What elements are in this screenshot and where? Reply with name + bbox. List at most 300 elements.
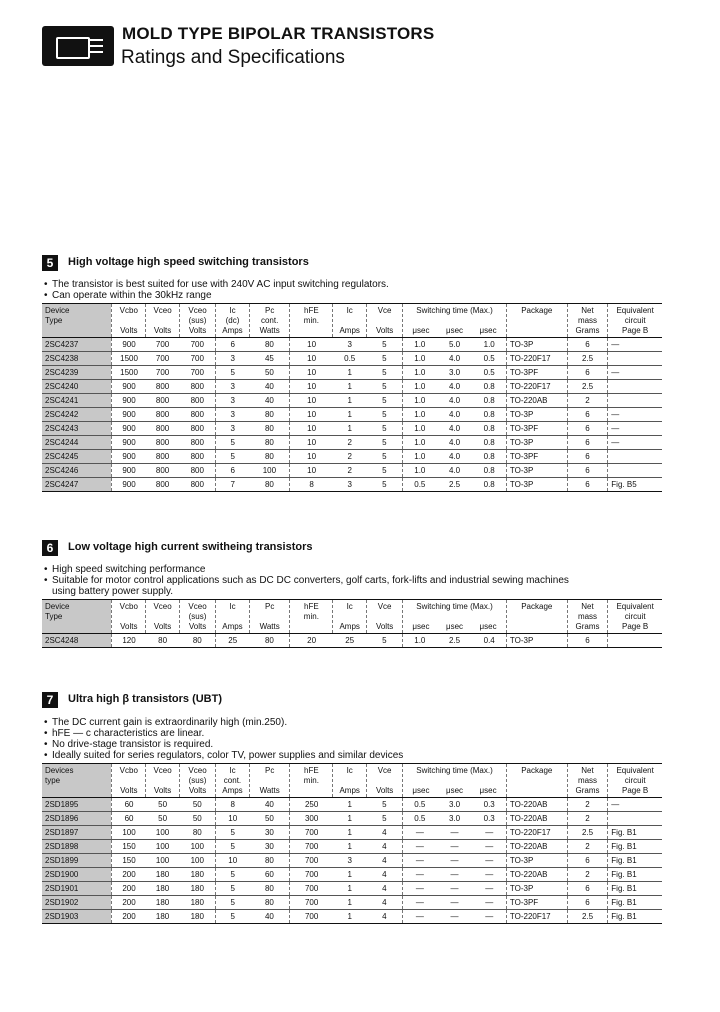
table-cell: 0.5 (403, 812, 437, 826)
table-cell (608, 380, 662, 394)
table-cell: 5 (367, 634, 403, 648)
table-cell: 4 (367, 854, 403, 868)
table-cell: 1.0 (473, 338, 507, 352)
table-cell: TO-3P (506, 478, 567, 492)
table-cell: 5 (216, 436, 250, 450)
table-cell: 50 (180, 798, 216, 812)
table-cell: 5 (216, 882, 250, 896)
table-cell: 10 (290, 394, 333, 408)
spec-table (42, 763, 662, 924)
table-cell: — (608, 408, 662, 422)
table-cell: 5 (367, 464, 403, 478)
table-cell: 700 (146, 352, 180, 366)
table-cell: 1.0 (403, 380, 437, 394)
table-cell: 1 (333, 840, 367, 854)
table-cell: 3 (333, 854, 367, 868)
table-cell: 30 (249, 840, 290, 854)
table-cell: 6 (567, 882, 608, 896)
table-cell: 1.0 (403, 422, 437, 436)
table-cell: 1 (333, 798, 367, 812)
table-cell: 5 (367, 450, 403, 464)
table-cell: 800 (180, 450, 216, 464)
device-type-cell: 2SC4237 (42, 338, 112, 352)
table-row (42, 854, 662, 868)
table-cell: Fig. B1 (608, 826, 662, 840)
device-type-cell: 2SD1900 (42, 868, 112, 882)
table-cell: 1.0 (403, 464, 437, 478)
table-cell: 10 (290, 450, 333, 464)
column-header: Pc Watts (249, 600, 290, 634)
table-cell: 80 (249, 338, 290, 352)
table-cell: 800 (146, 380, 180, 394)
table-cell: 1.0 (403, 394, 437, 408)
table-cell: 4 (367, 868, 403, 882)
table-cell (608, 352, 662, 366)
table-cell: 4.0 (436, 436, 472, 450)
table-cell (608, 450, 662, 464)
column-header: Ic cont. Amps (216, 764, 250, 798)
table-cell: 0.3 (473, 812, 507, 826)
table-cell: 2 (567, 798, 608, 812)
table-cell: TO-220AB (506, 840, 567, 854)
table-cell (608, 464, 662, 478)
table-cell: 6 (216, 464, 250, 478)
table-cell: 1500 (112, 352, 146, 366)
table-cell: 4.0 (436, 450, 472, 464)
table-cell: 80 (249, 436, 290, 450)
table-cell: 10 (290, 422, 333, 436)
table-cell: 40 (249, 394, 290, 408)
table-cell: Fig. B1 (608, 910, 662, 924)
table-cell: 4.0 (436, 380, 472, 394)
table-cell: 800 (180, 478, 216, 492)
table-cell: 5 (367, 394, 403, 408)
table-cell: TO-3P (506, 464, 567, 478)
table-cell: Fig. B1 (608, 868, 662, 882)
table-cell: 1.0 (403, 352, 437, 366)
table-cell: 6 (567, 450, 608, 464)
table-cell: — (473, 840, 507, 854)
table-cell: 2 (333, 464, 367, 478)
table-cell: 80 (249, 634, 290, 648)
device-type-cell: 2SD1895 (42, 798, 112, 812)
table-cell: 25 (216, 634, 250, 648)
table-cell: 800 (180, 436, 216, 450)
table-cell: 1 (333, 366, 367, 380)
table-cell: 700 (290, 910, 333, 924)
table-cell: 700 (146, 338, 180, 352)
column-header: Package (506, 304, 567, 338)
table-cell: TO-220AB (506, 868, 567, 882)
column-header: Devices type (42, 764, 112, 798)
column-header: Vceo Volts (146, 304, 180, 338)
column-subheader: μsec (479, 622, 497, 631)
page-title: MOLD TYPE BIPOLAR TRANSISTORS (122, 24, 435, 43)
table-cell: 6 (567, 422, 608, 436)
column-subheader: μsec (445, 622, 464, 631)
switching-time-label: Switching time (Max.) (416, 602, 493, 611)
table-cell: 50 (146, 798, 180, 812)
column-header: Pc Watts (249, 764, 290, 798)
column-header (403, 764, 507, 798)
table-cell: 3 (216, 394, 250, 408)
feature-list (42, 279, 662, 301)
table-cell: 3 (216, 380, 250, 394)
column-header: hFE min. (290, 600, 333, 634)
table-header-row (42, 600, 662, 634)
table-cell: 10 (290, 436, 333, 450)
column-header: Vceo (sus) Volts (180, 764, 216, 798)
column-header: Vcbo Volts (112, 600, 146, 634)
table-cell: 80 (249, 422, 290, 436)
table-cell: 5 (367, 352, 403, 366)
table-cell: TO-220AB (506, 798, 567, 812)
table-cell: 60 (112, 812, 146, 826)
table-row (42, 896, 662, 910)
list-item: • No drive-stage transistor is required. (42, 739, 662, 750)
table-cell: 250 (290, 798, 333, 812)
table-cell: 100 (146, 854, 180, 868)
table-cell: 2.5 (567, 910, 608, 924)
table-cell: 4 (367, 826, 403, 840)
column-header: Vce Volts (367, 600, 403, 634)
spec-table (42, 303, 662, 492)
table-cell: 45 (249, 352, 290, 366)
device-type-cell: 2SC4243 (42, 422, 112, 436)
transistor-chip-icon (42, 26, 114, 66)
column-header (403, 304, 507, 338)
table-cell: 5 (367, 436, 403, 450)
column-header: Ic Amps (333, 600, 367, 634)
table-cell: 80 (249, 478, 290, 492)
table-cell: 180 (180, 868, 216, 882)
table-header-row (42, 764, 662, 798)
table-cell: 0.5 (403, 478, 437, 492)
table-cell: TO-220F17 (506, 910, 567, 924)
column-header: Vce Volts (367, 304, 403, 338)
table-cell: — (436, 826, 472, 840)
table-cell: 3.0 (436, 812, 472, 826)
column-header: Net mass Grams (567, 764, 608, 798)
table-cell: 1.0 (403, 634, 437, 648)
table-cell: 800 (146, 478, 180, 492)
table-cell: 1.0 (403, 450, 437, 464)
table-row (42, 450, 662, 464)
table-cell: 10 (216, 854, 250, 868)
table-cell: 5 (216, 896, 250, 910)
table-cell (608, 394, 662, 408)
table-cell: 2.5 (567, 352, 608, 366)
table-cell: 100 (180, 854, 216, 868)
table-cell: — (403, 882, 437, 896)
device-type-cell: 2SC4240 (42, 380, 112, 394)
table-cell: 10 (290, 352, 333, 366)
table-cell: — (608, 436, 662, 450)
table-cell: — (403, 868, 437, 882)
table-cell: 5 (367, 422, 403, 436)
table-row (42, 478, 662, 492)
table-cell: 900 (112, 394, 146, 408)
table-cell: 900 (112, 464, 146, 478)
table-cell: 900 (112, 408, 146, 422)
table-cell: 40 (249, 798, 290, 812)
column-subheader: μsec (479, 786, 497, 795)
column-header: Ic Amps (216, 600, 250, 634)
table-cell: 800 (146, 436, 180, 450)
table-cell: 5 (367, 366, 403, 380)
table-cell: 900 (112, 338, 146, 352)
table-cell: 10 (290, 464, 333, 478)
table-cell: 900 (112, 450, 146, 464)
column-header: Ic Amps (333, 764, 367, 798)
table-cell: 900 (112, 436, 146, 450)
table-cell: 6 (567, 854, 608, 868)
table-cell: 3 (333, 338, 367, 352)
table-cell: 6 (567, 478, 608, 492)
table-cell: — (436, 840, 472, 854)
table-cell: 800 (180, 464, 216, 478)
table-cell: 180 (146, 868, 180, 882)
table-cell: 900 (112, 422, 146, 436)
table-cell: 200 (112, 910, 146, 924)
table-cell: 80 (249, 450, 290, 464)
table-cell: 800 (146, 450, 180, 464)
table-cell: 50 (180, 812, 216, 826)
section-low-voltage (42, 540, 662, 648)
table-cell: TO-3PF (506, 896, 567, 910)
table-cell: 1 (333, 896, 367, 910)
table-cell: 900 (112, 478, 146, 492)
table-cell: TO-220F17 (506, 380, 567, 394)
table-cell (608, 634, 662, 648)
table-cell: 1 (333, 868, 367, 882)
section-number: 6 (42, 540, 58, 556)
table-row (42, 840, 662, 854)
table-cell: 2 (567, 394, 608, 408)
table-cell: 5 (216, 868, 250, 882)
page-subtitle: Ratings and Specifications (121, 47, 345, 68)
table-cell: 800 (146, 394, 180, 408)
section-ultra-high-beta (42, 692, 662, 924)
column-header: Vceo (sus) Volts (180, 304, 216, 338)
table-cell: 5.0 (436, 338, 472, 352)
table-cell: 2 (333, 436, 367, 450)
table-cell: 700 (180, 352, 216, 366)
table-cell: TO-3P (506, 634, 567, 648)
device-type-cell: 2SC4248 (42, 634, 112, 648)
table-cell: 1.0 (403, 408, 437, 422)
table-cell: TO-3P (506, 338, 567, 352)
table-cell: 2.5 (567, 826, 608, 840)
table-cell: 1 (333, 826, 367, 840)
device-type-cell: 2SC4242 (42, 408, 112, 422)
table-cell: 0.8 (473, 478, 507, 492)
column-subheader: μsec (445, 326, 464, 335)
table-cell: — (436, 868, 472, 882)
table-cell: 200 (112, 882, 146, 896)
list-item: • High speed switching performance (42, 564, 662, 575)
list-item-continuation: using battery power supply. (52, 586, 173, 597)
table-cell: 5 (216, 450, 250, 464)
table-cell: 700 (290, 854, 333, 868)
table-cell: 2 (567, 812, 608, 826)
table-cell: 8 (216, 798, 250, 812)
table-cell: TO-220AB (506, 394, 567, 408)
table-cell: — (608, 798, 662, 812)
table-cell: 10 (290, 380, 333, 394)
table-cell: 6 (567, 338, 608, 352)
table-cell: 0.5 (333, 352, 367, 366)
table-cell: — (473, 868, 507, 882)
table-row (42, 380, 662, 394)
table-cell: Fig. B1 (608, 896, 662, 910)
device-type-cell: 2SC4241 (42, 394, 112, 408)
column-header: Device Type (42, 600, 112, 634)
table-cell: 800 (180, 422, 216, 436)
table-cell: 4 (367, 896, 403, 910)
table-cell: 50 (146, 812, 180, 826)
table-cell: 5 (367, 478, 403, 492)
table-cell: 4.0 (436, 352, 472, 366)
column-header: Net mass Grams (567, 600, 608, 634)
table-cell: 5 (216, 366, 250, 380)
device-type-cell: 2SC4238 (42, 352, 112, 366)
list-item: • hFE — c characteristics are linear. (42, 728, 662, 739)
table-cell: 5 (367, 338, 403, 352)
table-cell (608, 812, 662, 826)
table-cell: 700 (290, 868, 333, 882)
table-cell: 1 (333, 910, 367, 924)
table-cell: TO-3P (506, 408, 567, 422)
table-header-row (42, 304, 662, 338)
table-row (42, 408, 662, 422)
table-cell: 180 (146, 910, 180, 924)
device-type-cell: 2SC4247 (42, 478, 112, 492)
table-cell: — (436, 882, 472, 896)
column-header: Pc cont. Watts (249, 304, 290, 338)
table-cell: 60 (249, 868, 290, 882)
table-row (42, 812, 662, 826)
table-cell: 120 (112, 634, 146, 648)
table-cell: 900 (112, 380, 146, 394)
table-cell: — (608, 422, 662, 436)
table-cell: 50 (249, 366, 290, 380)
table-cell: 10 (290, 366, 333, 380)
column-header: Package (506, 764, 567, 798)
table-cell: 4.0 (436, 394, 472, 408)
table-cell: TO-220F17 (506, 826, 567, 840)
column-header: Net mass Grams (567, 304, 608, 338)
table-cell: 0.8 (473, 436, 507, 450)
table-cell: 0.8 (473, 380, 507, 394)
table-cell: 6 (567, 436, 608, 450)
table-cell: 100 (146, 826, 180, 840)
table-cell: 180 (180, 896, 216, 910)
table-cell: 1500 (112, 366, 146, 380)
table-cell: 3 (216, 408, 250, 422)
column-header: Package (506, 600, 567, 634)
list-item: • The DC current gain is extraordinarily high (min.250). (42, 717, 662, 728)
table-cell: 180 (146, 882, 180, 896)
table-cell: 150 (112, 840, 146, 854)
table-cell: 800 (180, 394, 216, 408)
table-row (42, 436, 662, 450)
table-row (42, 634, 662, 648)
column-header: hFE min. (290, 764, 333, 798)
column-header: Ic Amps (333, 304, 367, 338)
table-cell: 0.8 (473, 408, 507, 422)
table-cell: 1.0 (403, 338, 437, 352)
table-cell: 7 (216, 478, 250, 492)
table-cell: — (403, 910, 437, 924)
table-cell: TO-3P (506, 882, 567, 896)
column-header: Vceo Volts (146, 600, 180, 634)
feature-list (42, 717, 662, 761)
table-cell: 800 (180, 408, 216, 422)
table-cell: 6 (567, 634, 608, 648)
device-type-cell: 2SD1902 (42, 896, 112, 910)
table-cell: 0.4 (473, 634, 507, 648)
table-row (42, 352, 662, 366)
table-cell: 200 (112, 868, 146, 882)
table-cell: 5 (367, 380, 403, 394)
column-header: Device Type (42, 304, 112, 338)
table-cell: 100 (112, 826, 146, 840)
table-cell: 2 (567, 868, 608, 882)
table-cell: TO-3PF (506, 366, 567, 380)
list-item: • The transistor is best suited for use with 240V AC input switching regulators. (42, 279, 662, 290)
table-cell: 100 (180, 840, 216, 854)
table-cell: — (436, 854, 472, 868)
device-type-cell: 2SC4239 (42, 366, 112, 380)
table-cell: 1 (333, 812, 367, 826)
table-cell: 5 (216, 840, 250, 854)
column-header (403, 600, 507, 634)
table-cell: 800 (146, 464, 180, 478)
column-header: Vcbo Volts (112, 764, 146, 798)
table-cell: 0.5 (473, 352, 507, 366)
section-title: High voltage high speed switching transistors (68, 256, 309, 268)
table-row (42, 868, 662, 882)
table-cell: 2.5 (436, 634, 472, 648)
table-row (42, 338, 662, 352)
table-cell: — (436, 910, 472, 924)
table-cell: TO-3P (506, 854, 567, 868)
table-cell: 3.0 (436, 366, 472, 380)
table-cell: 4 (367, 840, 403, 854)
table-cell: — (473, 882, 507, 896)
table-cell: 50 (249, 812, 290, 826)
device-type-cell: 2SD1901 (42, 882, 112, 896)
table-cell: 8 (290, 478, 333, 492)
table-cell: 2.5 (436, 478, 472, 492)
table-cell: 40 (249, 910, 290, 924)
table-cell: — (403, 854, 437, 868)
table-cell: 40 (249, 380, 290, 394)
device-type-cell: 2SD1899 (42, 854, 112, 868)
table-cell: 80 (249, 854, 290, 868)
table-cell: 2 (567, 840, 608, 854)
table-cell: 2 (333, 450, 367, 464)
table-cell: 0.8 (473, 422, 507, 436)
column-header: Ic (dc) Amps (216, 304, 250, 338)
table-cell: 150 (112, 854, 146, 868)
table-cell: — (403, 896, 437, 910)
table-cell: Fig. B1 (608, 840, 662, 854)
table-cell: — (473, 826, 507, 840)
list-item: • Ideally suited for series regulators, color TV, power supplies and similar devices (42, 750, 662, 761)
table-cell: 6 (567, 366, 608, 380)
